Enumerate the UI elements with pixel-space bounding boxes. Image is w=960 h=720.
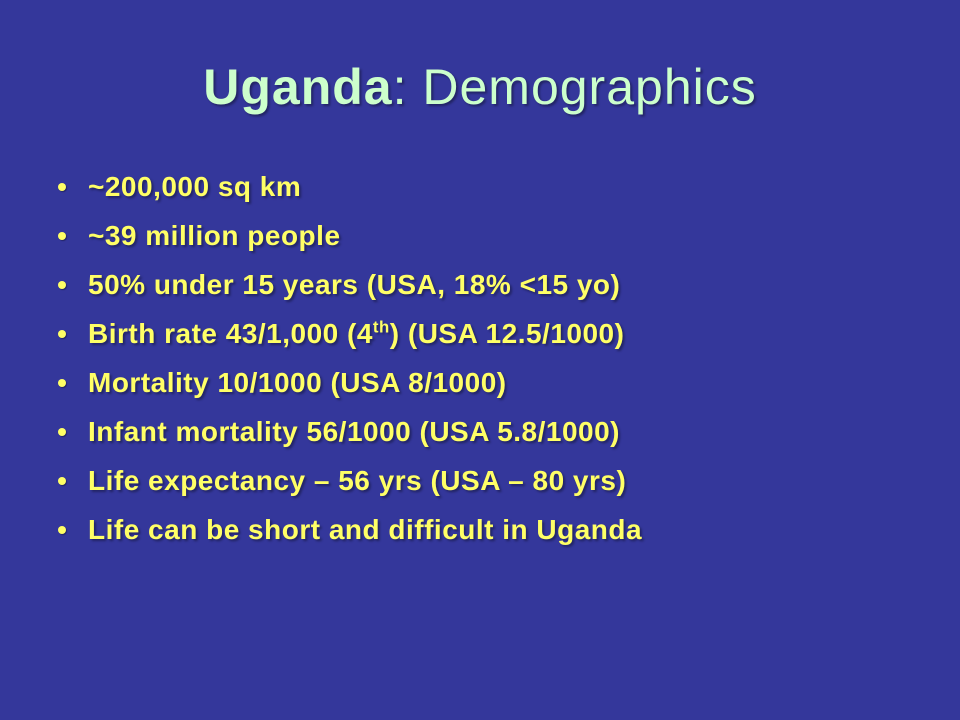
bullet-text: Birth rate 43/1,000 (4th) (USA 12.5/1000) [88, 317, 625, 349]
slide-title-highlight: Uganda [203, 59, 393, 115]
bullet-text: 50% under 15 years (USA, 18% <15 yo) [88, 268, 621, 300]
bullet-item [58, 505, 930, 554]
bullet-item [58, 456, 930, 505]
bullet-item [58, 162, 930, 211]
bullet-icon [58, 281, 66, 289]
bullet-item [58, 260, 930, 309]
bullet-text: ~200,000 sq km [88, 170, 302, 202]
bullet-icon [58, 183, 66, 191]
bullet-list [0, 162, 960, 554]
bullet-icon [58, 477, 66, 485]
bullet-item [58, 211, 930, 260]
bullet-icon [58, 330, 66, 338]
slide-title-rest: : Demographics [392, 59, 757, 115]
bullet-item [58, 407, 930, 456]
slide-title [0, 0, 960, 122]
bullet-icon [58, 526, 66, 534]
bullet-text: ~39 million people [88, 219, 341, 251]
bullet-text: Life expectancy – 56 yrs (USA – 80 yrs) [88, 464, 627, 496]
bullet-icon [58, 232, 66, 240]
bullet-icon [58, 379, 66, 387]
bullet-icon [58, 428, 66, 436]
bullet-item [58, 309, 930, 358]
bullet-text: Mortality 10/1000 (USA 8/1000) [88, 366, 507, 398]
bullet-item [58, 358, 930, 407]
bullet-text: Infant mortality 56/1000 (USA 5.8/1000) [88, 415, 621, 447]
bullet-text: Life can be short and difficult in Uganda [88, 513, 643, 545]
